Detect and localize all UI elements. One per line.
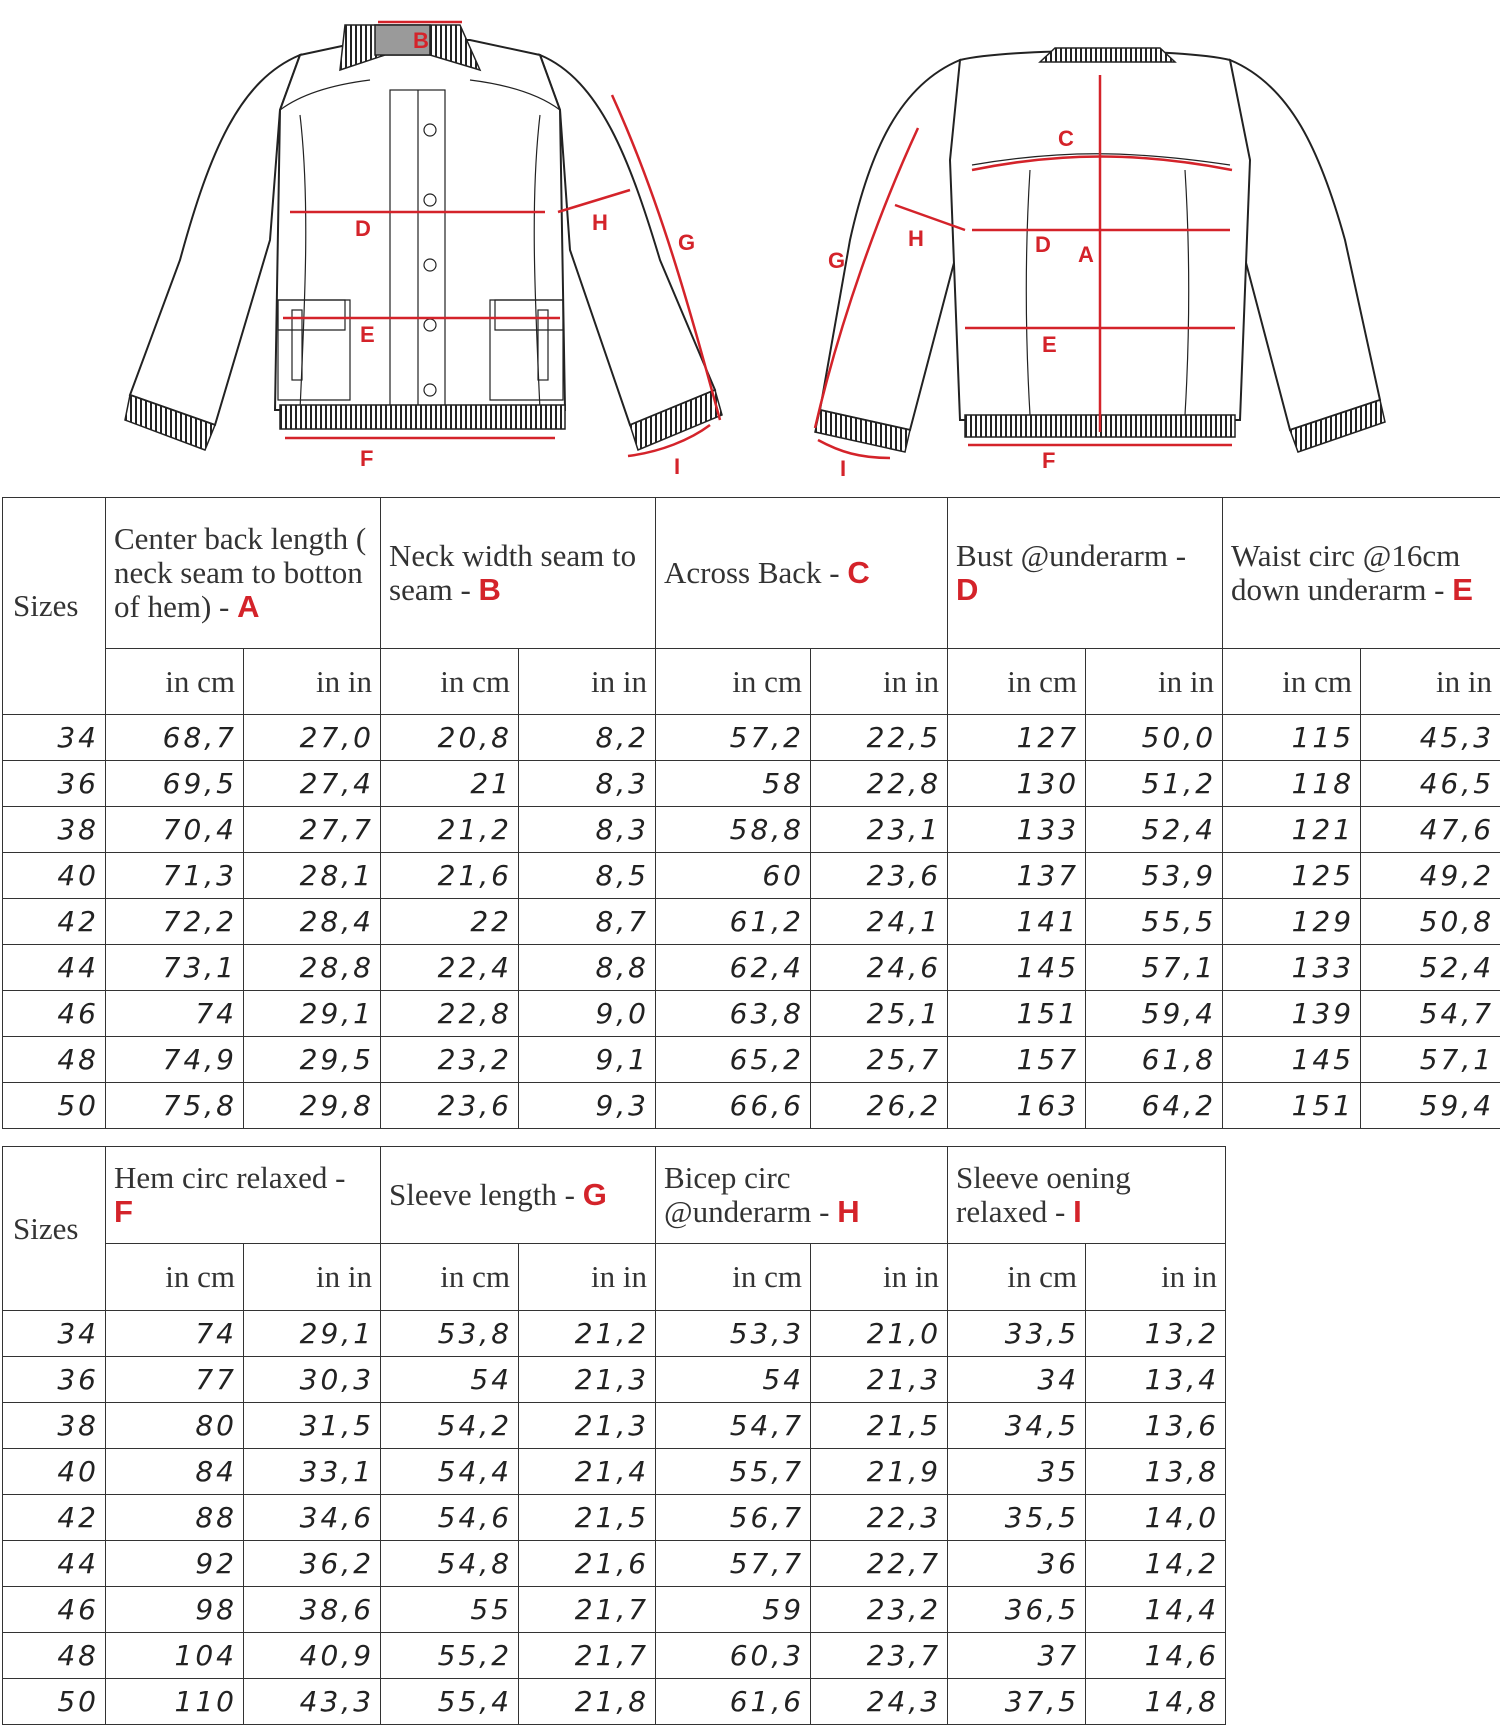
value-cell: 54,2 (381, 1403, 519, 1449)
value-cell: 28,4 (244, 899, 381, 945)
value-cell: 22,3 (811, 1495, 948, 1541)
size-chart-table-1 (2, 497, 1500, 1129)
value-cell: 74,9 (106, 1037, 244, 1083)
value-cell: 65,2 (656, 1037, 811, 1083)
unit-cm: in cm (656, 1244, 811, 1311)
value-cell: 110 (106, 1679, 244, 1725)
value-cell: 37,5 (948, 1679, 1086, 1725)
column-header-h: Bicep circ @underarm - H (656, 1147, 948, 1244)
value-cell: 37 (948, 1633, 1086, 1679)
front-jacket-illustration (125, 22, 722, 479)
value-cell: 49,2 (1361, 853, 1500, 899)
unit-in: in in (519, 649, 656, 715)
table-row (3, 715, 1500, 761)
size-cell: 42 (3, 1495, 106, 1541)
table-row (3, 899, 1500, 945)
value-cell: 137 (948, 853, 1086, 899)
value-cell: 57,1 (1086, 945, 1223, 991)
value-cell: 50,0 (1086, 715, 1223, 761)
value-cell: 54,8 (381, 1541, 519, 1587)
value-cell: 74 (106, 1311, 244, 1357)
value-cell: 59 (656, 1587, 811, 1633)
front-label-b: B (413, 28, 429, 53)
value-cell: 58,8 (656, 807, 811, 853)
value-cell: 66,6 (656, 1083, 811, 1129)
value-cell: 55,7 (656, 1449, 811, 1495)
value-cell: 61,2 (656, 899, 811, 945)
column-header-d: Bust @underarm - D (948, 498, 1223, 649)
value-cell: 22,4 (381, 945, 519, 991)
value-cell: 34,5 (948, 1403, 1086, 1449)
table-row (3, 1541, 1226, 1587)
value-cell: 23,2 (811, 1587, 948, 1633)
value-cell: 62,4 (656, 945, 811, 991)
value-cell: 145 (1223, 1037, 1361, 1083)
value-cell: 21,6 (519, 1541, 656, 1587)
value-cell: 72,2 (106, 899, 244, 945)
value-cell: 21,4 (519, 1449, 656, 1495)
value-cell: 151 (948, 991, 1086, 1037)
value-cell: 14,2 (1086, 1541, 1226, 1587)
value-cell: 50,8 (1361, 899, 1500, 945)
size-cell: 36 (3, 761, 106, 807)
value-cell: 21,3 (519, 1357, 656, 1403)
unit-cm: in cm (381, 649, 519, 715)
table-row (3, 1403, 1226, 1449)
value-cell: 29,1 (244, 1311, 381, 1357)
value-cell: 64,2 (1086, 1083, 1223, 1129)
value-cell: 25,1 (811, 991, 948, 1037)
value-cell: 104 (106, 1633, 244, 1679)
value-cell: 139 (1223, 991, 1361, 1037)
table-row (3, 1587, 1226, 1633)
value-cell: 33,1 (244, 1449, 381, 1495)
table-row (3, 853, 1500, 899)
value-cell: 115 (1223, 715, 1361, 761)
value-cell: 23,6 (381, 1083, 519, 1129)
value-cell: 22 (381, 899, 519, 945)
value-cell: 35 (948, 1449, 1086, 1495)
size-cell: 44 (3, 1541, 106, 1587)
unit-cm: in cm (656, 649, 811, 715)
size-cell: 36 (3, 1357, 106, 1403)
value-cell: 30,3 (244, 1357, 381, 1403)
value-cell: 61,6 (656, 1679, 811, 1725)
front-label-h: H (592, 210, 608, 235)
value-cell: 29,5 (244, 1037, 381, 1083)
unit-in: in in (1086, 1244, 1226, 1311)
sizes-header: Sizes (3, 1147, 106, 1311)
value-cell: 21,9 (811, 1449, 948, 1495)
size-cell: 40 (3, 853, 106, 899)
value-cell: 21,6 (381, 853, 519, 899)
value-cell: 38,6 (244, 1587, 381, 1633)
back-jacket-illustration (815, 48, 1385, 481)
value-cell: 21,8 (519, 1679, 656, 1725)
value-cell: 27,4 (244, 761, 381, 807)
value-cell: 43,3 (244, 1679, 381, 1725)
table-row (3, 1633, 1226, 1679)
size-cell: 38 (3, 807, 106, 853)
value-cell: 84 (106, 1449, 244, 1495)
back-label-a: A (1078, 242, 1094, 267)
value-cell: 60,3 (656, 1633, 811, 1679)
value-cell: 13,4 (1086, 1357, 1226, 1403)
value-cell: 45,3 (1361, 715, 1500, 761)
front-label-f: F (360, 446, 374, 471)
value-cell: 9,0 (519, 991, 656, 1037)
value-cell: 63,8 (656, 991, 811, 1037)
value-cell: 22,7 (811, 1541, 948, 1587)
value-cell: 14,6 (1086, 1633, 1226, 1679)
value-cell: 22,8 (381, 991, 519, 1037)
column-header-c: Across Back - C (656, 498, 948, 649)
size-chart-table-1-body (3, 715, 1500, 1129)
unit-cm: in cm (106, 1244, 244, 1311)
front-label-i: I (674, 454, 681, 479)
value-cell: 55,5 (1086, 899, 1223, 945)
value-cell: 9,1 (519, 1037, 656, 1083)
value-cell: 54,6 (381, 1495, 519, 1541)
value-cell: 46,5 (1361, 761, 1500, 807)
unit-in: in in (811, 649, 948, 715)
size-chart-table-2 (2, 1146, 1226, 1725)
table-row (3, 1357, 1226, 1403)
value-cell: 14,8 (1086, 1679, 1226, 1725)
value-cell: 70,4 (106, 807, 244, 853)
value-cell: 77 (106, 1357, 244, 1403)
value-cell: 69,5 (106, 761, 244, 807)
value-cell: 98 (106, 1587, 244, 1633)
value-cell: 24,1 (811, 899, 948, 945)
back-label-d: D (1035, 232, 1051, 257)
unit-in: in in (811, 1244, 948, 1311)
value-cell: 47,6 (1361, 807, 1500, 853)
value-cell: 92 (106, 1541, 244, 1587)
value-cell: 8,3 (519, 761, 656, 807)
value-cell: 59,4 (1361, 1083, 1500, 1129)
value-cell: 21,2 (381, 807, 519, 853)
unit-cm: in cm (1223, 649, 1361, 715)
value-cell: 34 (948, 1357, 1086, 1403)
value-cell: 121 (1223, 807, 1361, 853)
value-cell: 13,2 (1086, 1311, 1226, 1357)
front-label-e: E (360, 322, 375, 347)
size-cell: 50 (3, 1679, 106, 1725)
unit-cm: in cm (948, 649, 1086, 715)
back-label-i: I (840, 456, 847, 481)
table-row (3, 1083, 1500, 1129)
value-cell: 55 (381, 1587, 519, 1633)
value-cell: 14,4 (1086, 1587, 1226, 1633)
unit-in: in in (519, 1244, 656, 1311)
table-row (3, 761, 1500, 807)
column-header-f: Hem circ relaxed - F (106, 1147, 381, 1244)
back-label-f: F (1042, 448, 1056, 473)
value-cell: 21,3 (519, 1403, 656, 1449)
value-cell: 127 (948, 715, 1086, 761)
value-cell: 141 (948, 899, 1086, 945)
value-cell: 57,7 (656, 1541, 811, 1587)
column-header-g: Sleeve length - G (381, 1147, 656, 1244)
value-cell: 75,8 (106, 1083, 244, 1129)
column-header-a: Center back length ( neck seam to botton of hem) - A (106, 498, 381, 649)
value-cell: 23,6 (811, 853, 948, 899)
value-cell: 60 (656, 853, 811, 899)
size-cell: 48 (3, 1037, 106, 1083)
value-cell: 23,7 (811, 1633, 948, 1679)
value-cell: 53,8 (381, 1311, 519, 1357)
value-cell: 88 (106, 1495, 244, 1541)
unit-in: in in (244, 649, 381, 715)
unit-cm: in cm (381, 1244, 519, 1311)
value-cell: 21 (381, 761, 519, 807)
table-row (3, 1495, 1226, 1541)
table-row (3, 991, 1500, 1037)
value-cell: 24,3 (811, 1679, 948, 1725)
size-cell: 50 (3, 1083, 106, 1129)
value-cell: 54,4 (381, 1449, 519, 1495)
value-cell: 57,1 (1361, 1037, 1500, 1083)
value-cell: 21,5 (811, 1403, 948, 1449)
unit-cm: in cm (948, 1244, 1086, 1311)
value-cell: 36,5 (948, 1587, 1086, 1633)
column-header-b: Neck width seam to seam - B (381, 498, 656, 649)
value-cell: 21,0 (811, 1311, 948, 1357)
value-cell: 25,7 (811, 1037, 948, 1083)
value-cell: 20,8 (381, 715, 519, 761)
value-cell: 68,7 (106, 715, 244, 761)
value-cell: 29,8 (244, 1083, 381, 1129)
value-cell: 59,4 (1086, 991, 1223, 1037)
value-cell: 157 (948, 1037, 1086, 1083)
size-cell: 34 (3, 715, 106, 761)
value-cell: 55,4 (381, 1679, 519, 1725)
value-cell: 26,2 (811, 1083, 948, 1129)
value-cell: 36 (948, 1541, 1086, 1587)
value-cell: 52,4 (1086, 807, 1223, 853)
value-cell: 29,1 (244, 991, 381, 1037)
value-cell: 24,6 (811, 945, 948, 991)
value-cell: 145 (948, 945, 1086, 991)
back-label-g: G (828, 248, 846, 273)
value-cell: 13,6 (1086, 1403, 1226, 1449)
value-cell: 33,5 (948, 1311, 1086, 1357)
size-cell: 46 (3, 991, 106, 1037)
value-cell: 53,3 (656, 1311, 811, 1357)
value-cell: 13,8 (1086, 1449, 1226, 1495)
unit-in: in in (1086, 649, 1223, 715)
size-cell: 46 (3, 1587, 106, 1633)
value-cell: 14,0 (1086, 1495, 1226, 1541)
value-cell: 23,2 (381, 1037, 519, 1083)
value-cell: 133 (1223, 945, 1361, 991)
size-cell: 44 (3, 945, 106, 991)
value-cell: 129 (1223, 899, 1361, 945)
value-cell: 40,9 (244, 1633, 381, 1679)
front-label-g: G (678, 230, 696, 255)
size-cell: 34 (3, 1311, 106, 1357)
value-cell: 28,8 (244, 945, 381, 991)
value-cell: 8,3 (519, 807, 656, 853)
value-cell: 163 (948, 1083, 1086, 1129)
value-cell: 21,7 (519, 1633, 656, 1679)
value-cell: 21,3 (811, 1357, 948, 1403)
value-cell: 36,2 (244, 1541, 381, 1587)
table-row (3, 1449, 1226, 1495)
table-row (3, 1037, 1500, 1083)
unit-in: in in (1361, 649, 1500, 715)
value-cell: 22,8 (811, 761, 948, 807)
column-header-i: Sleeve oening relaxed - I (948, 1147, 1226, 1244)
value-cell: 27,0 (244, 715, 381, 761)
value-cell: 54,7 (656, 1403, 811, 1449)
value-cell: 8,2 (519, 715, 656, 761)
value-cell: 21,7 (519, 1587, 656, 1633)
value-cell: 21,5 (519, 1495, 656, 1541)
value-cell: 8,8 (519, 945, 656, 991)
value-cell: 130 (948, 761, 1086, 807)
value-cell: 35,5 (948, 1495, 1086, 1541)
column-header-e: Waist circ @16cm down underarm - E (1223, 498, 1500, 649)
unit-cm: in cm (106, 649, 244, 715)
value-cell: 9,3 (519, 1083, 656, 1129)
table-row (3, 1311, 1226, 1357)
value-cell: 74 (106, 991, 244, 1037)
table-row (3, 945, 1500, 991)
value-cell: 125 (1223, 853, 1361, 899)
front-label-d: D (355, 216, 371, 241)
value-cell: 55,2 (381, 1633, 519, 1679)
size-cell: 38 (3, 1403, 106, 1449)
value-cell: 27,7 (244, 807, 381, 853)
value-cell: 53,9 (1086, 853, 1223, 899)
value-cell: 54 (656, 1357, 811, 1403)
sizes-header: Sizes (3, 498, 106, 715)
value-cell: 73,1 (106, 945, 244, 991)
value-cell: 57,2 (656, 715, 811, 761)
value-cell: 21,2 (519, 1311, 656, 1357)
value-cell: 51,2 (1086, 761, 1223, 807)
value-cell: 54 (381, 1357, 519, 1403)
back-label-c: C (1058, 126, 1074, 151)
value-cell: 151 (1223, 1083, 1361, 1129)
jacket-measurement-diagram (0, 0, 1500, 490)
value-cell: 34,6 (244, 1495, 381, 1541)
value-cell: 52,4 (1361, 945, 1500, 991)
value-cell: 118 (1223, 761, 1361, 807)
value-cell: 8,7 (519, 899, 656, 945)
size-cell: 42 (3, 899, 106, 945)
unit-in: in in (244, 1244, 381, 1311)
size-chart-table-2-body (3, 1311, 1226, 1725)
value-cell: 61,8 (1086, 1037, 1223, 1083)
value-cell: 71,3 (106, 853, 244, 899)
value-cell: 133 (948, 807, 1086, 853)
back-label-h: H (908, 226, 924, 251)
value-cell: 58 (656, 761, 811, 807)
value-cell: 22,5 (811, 715, 948, 761)
value-cell: 54,7 (1361, 991, 1500, 1037)
back-label-e: E (1042, 332, 1057, 357)
table-row (3, 1679, 1226, 1725)
value-cell: 28,1 (244, 853, 381, 899)
value-cell: 23,1 (811, 807, 948, 853)
value-cell: 8,5 (519, 853, 656, 899)
value-cell: 56,7 (656, 1495, 811, 1541)
size-cell: 48 (3, 1633, 106, 1679)
value-cell: 31,5 (244, 1403, 381, 1449)
value-cell: 80 (106, 1403, 244, 1449)
size-cell: 40 (3, 1449, 106, 1495)
table-row (3, 807, 1500, 853)
